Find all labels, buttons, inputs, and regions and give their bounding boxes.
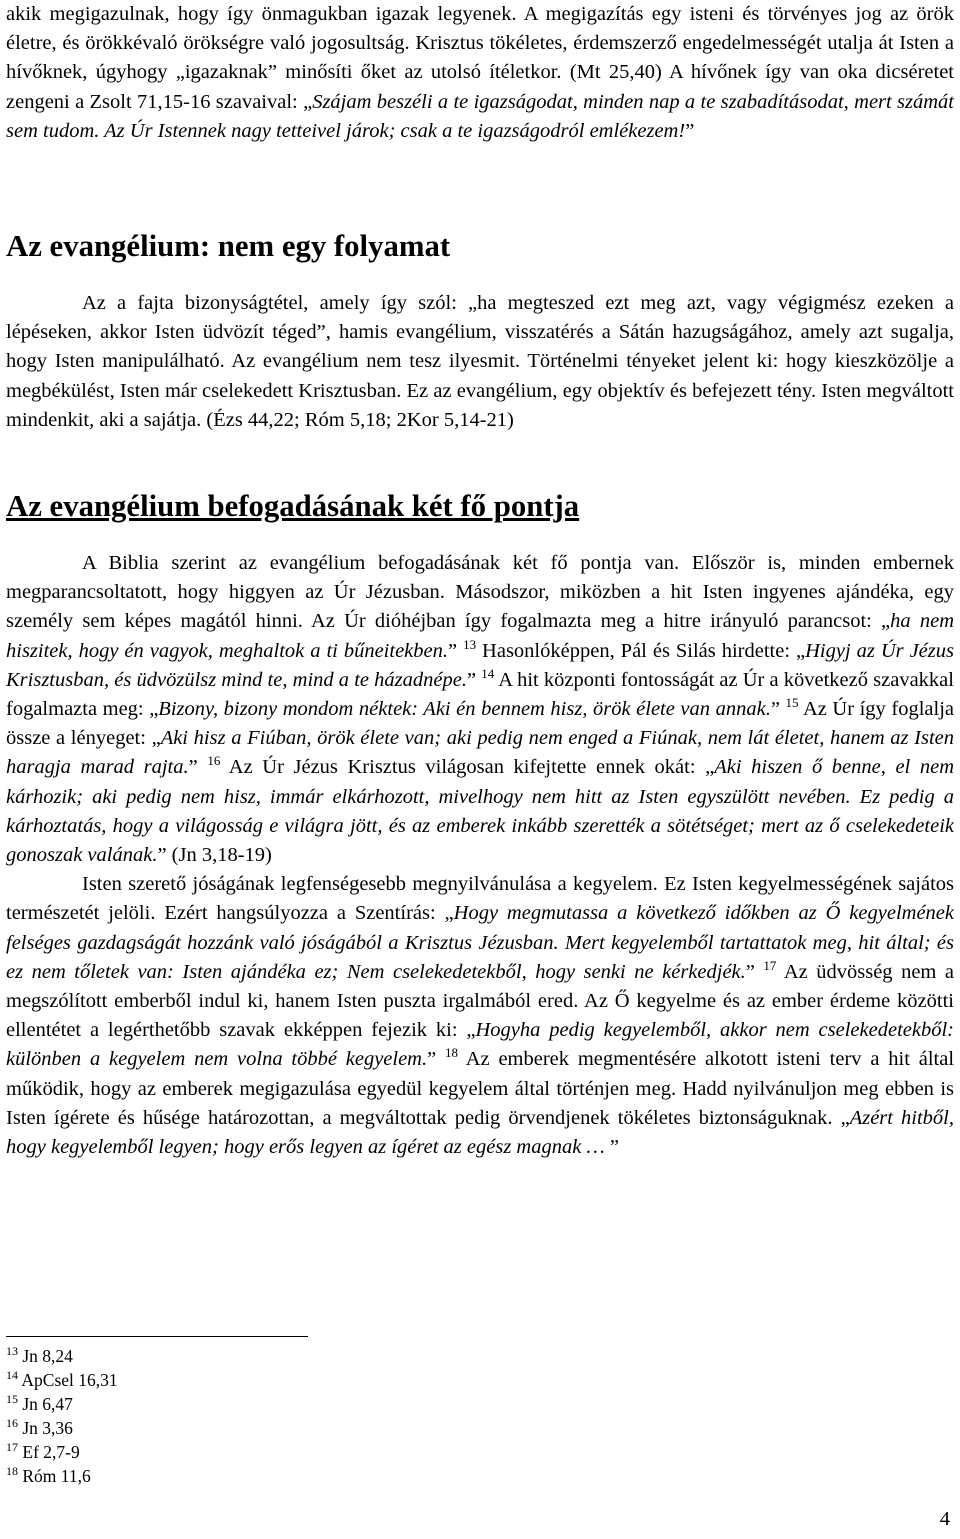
paragraph-text: Hasonlóképpen, Pál és Silás hirdette: „ — [476, 639, 806, 662]
paragraph-text: ” — [448, 639, 464, 662]
scripture-quote: Aki hiszen ő benne, el nem kárhozik; aki pedig nem hisz, immár elkárhozott, mivelhogy nem hitt az Isten egyszülött nevében. Ez pedig a kárhoztatás, hogy a világosság e világra jött, és az emberek inkább szerették a sötétséget; mert az ő cselekedeteik gonoszak valának. — [6, 756, 954, 867]
scripture-quote: Hogy megmutassa a következő időkben az Ő kegyelmének felséges gazdagságát hozzánk való jóságából a Krisztus Jézusban. Mert kegyelemből tartattatok meg, hit által; és ez nem tőletek van: Isten ajándéka ez; Nem cselekedetekből, hogy senki ne kérkedjék. — [6, 902, 954, 983]
body-section — [6, 549, 954, 1162]
scripture-quote: Higyj az Úr Jézus Krisztusban, és üdvözülsz mind te, mind a te házadnépe. — [6, 639, 954, 691]
paragraph-text: ” — [604, 1136, 619, 1159]
scripture-quote: Aki hisz a Fiúban, örök élete van; aki pedig nem enged a Fiúnak, nem lát életet, hanem az Isten haragja marad rajta. — [6, 727, 955, 779]
paragraph-text: ” — [770, 698, 786, 721]
section-heading-two-main-points: Az evangélium befogadásának két fő pontja — [6, 489, 580, 523]
footnote-ref-13: 13 — [463, 636, 477, 652]
paragraph-text: Az üdvösség nem a megszólított emberből indul ki, hanem Isten puszta irgalmából ered. Az Ő kegyelme és az ember érdeme közötti ellentétet a legérthetőbb szavak ekképpen fejezik ki: „ — [6, 960, 954, 1042]
scripture-quote: Azért hitből, hogy kegyelemből legyen; hogy erős legyen az ígéret az egész magnak … — [6, 1106, 955, 1159]
footnote-16: $^{16}$ Jn 3,36 — [6, 1416, 73, 1438]
paragraph-text: akik megigazulnak, hogy így önmagukban igazak legyenek. A megigazítás egy isteni és törvényes jog az örök életre, és örökkévaló örökségre való jogosultság. Krisztus tökéletes, érdemszerző engedelmességét utalja át Isten a hívőknek, úgyhogy „igazaknak” minősíti őket az utolsó ítéletkor. (Mt 25,40) A hívőnek így van oka dicséretet zengeni a Zsolt 71,15-16 szavaival: „ — [6, 3, 954, 113]
paragraph-text: Az Úr így foglalja össze a lényeget: „ — [6, 698, 954, 750]
paragraph-text: ” — [685, 119, 695, 142]
footnote-18: $^{18}$ Róm 11,6 — [6, 1464, 91, 1486]
footnote-separator — [6, 1336, 308, 1337]
paragraph-text: A hit központi fontosságát az Úr a következő szavakkal fogalmazta meg: „ — [6, 668, 954, 721]
scripture-quote: ha nem hiszitek, hogy én vagyok, meghaltok a ti bűneitekben. — [6, 610, 955, 662]
paragraph-text: ” — [466, 668, 482, 691]
footnote-17: $^{17}$ Ef 2,7-9 — [6, 1440, 80, 1462]
footnotes — [6, 1344, 118, 1488]
paragraph-text: Az Úr Jézus Krisztus világosan kifejtette ennek okát: „ — [220, 756, 715, 779]
opening-paragraph — [6, 0, 954, 146]
footnote-14: $^{14}$ ApCsel 16,31 — [6, 1368, 118, 1390]
scripture-quote: Bizony, bizony mondom néktek: Aki én bennem hisz, örök élete van annak. — [158, 698, 771, 721]
footnote-ref-18: 18 — [445, 1045, 459, 1061]
paragraph-text: ” — [188, 756, 208, 779]
gospel-paragraph: Az a fajta bizonyságtétel, amely így szól: „ha megteszed ezt meg azt, vagy végigmész ezeken a lépéseken, akkor Isten üdvözít téged”, hamis evangélium, visszatérés a Sátán hazugságához, amely azt sugalja, hogy Isten manipulálható. Az evangélium nem tesz ilyesmit. Történelmi tényeket jelent ki: hogy kieszközölje a megbékülést, Isten már cselekedett Krisztusban. Ez az evangélium, egy objektív és befejezett tény. Isten megváltott mindenkit, aki a sajátja. (Ézs 44,22; Róm 5,18; 2Kor 5,14-21) — [6, 292, 954, 431]
footnote-15: $^{15}$ Jn 6,47 — [6, 1392, 73, 1414]
footnote-ref-15: 15 — [785, 695, 799, 711]
paragraph-text: ” — [745, 960, 764, 983]
page-number: 4 — [939, 1508, 950, 1530]
scripture-quote: Szájam beszéli a te igazságodat, minden nap a te szabadításodat, mert számát sem tudom. Az Úr Istennek nagy tetteivel járok; csak a te igazságodról emlékezem! — [6, 90, 955, 142]
faith-paragraph — [6, 549, 954, 870]
scripture-quote: Hogyha pedig kegyelemből, akkor nem cselekedetekből: különben a kegyelem nem volna többé kegyelem. — [6, 1019, 954, 1071]
paragraph-text: Az emberek megmentésére alkotott isteni terv a hit által működik, hogy az emberek megigazulása egyedül kegyelem által történjen meg. Hadd nyilvánuljon meg ebben is Isten ígérete és hűsége határozottan, a megváltottak pedig örvendjenek tökéletes biztonságuknak. „ — [6, 1048, 955, 1129]
paragraph-text: Isten szerető jóságának legfenségesebb megnyilvánulása a kegyelem. Ez Isten kegyelmességének sajátos természetét jelöli. Ezért hangsúlyozza a Szentírás: „ — [6, 873, 954, 925]
footnote-ref-14: 14 — [481, 665, 495, 681]
footnote-ref-16: 16 — [207, 753, 221, 769]
paragraph-text: ” — [427, 1048, 446, 1071]
footnote-ref-17: 17 — [763, 957, 777, 973]
paragraph-text: A Biblia szerint az evangélium befogadásának két fő pontja van. Először is, minden embernek megparancsoltatott, hogy higgyen az Úr Jézusban. Másodszor, miközben a hit Isten ingyenes ajándéka, egy személy sem képes magától hinni. Az Úr dióhéjban így fogalmazta meg a hitre irányuló parancsot: „ — [6, 552, 954, 633]
footnote-13: $^{13}$ Jn 8,24 — [6, 1344, 73, 1366]
paragraph-text: ” (Jn 3,18-19) — [157, 844, 272, 867]
grace-paragraph — [6, 870, 954, 1162]
section-heading-gospel-not-process: Az evangélium: nem egy folyamat — [6, 229, 451, 263]
